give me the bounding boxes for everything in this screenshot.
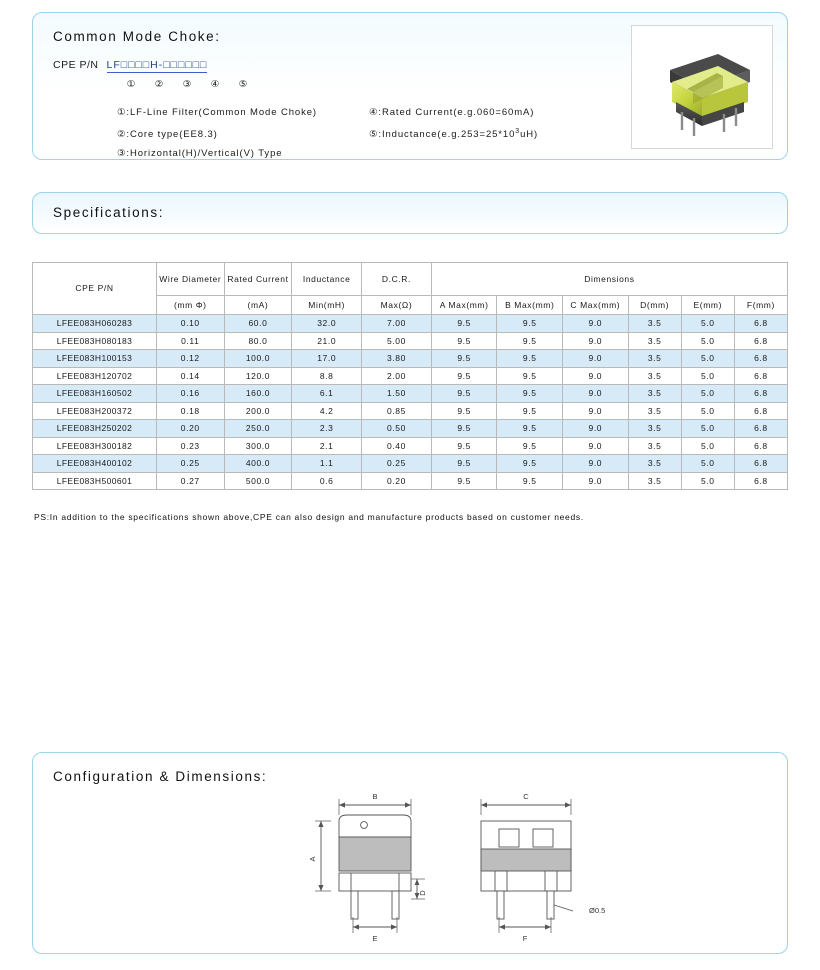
- cell-value: 1.50: [362, 385, 432, 403]
- cell-value: 6.8: [734, 385, 787, 403]
- cell-value: 9.0: [563, 350, 629, 368]
- cell-value: 0.85: [362, 402, 432, 420]
- cell-value: 5.0: [681, 315, 734, 333]
- cell-value: 6.8: [734, 315, 787, 333]
- cell-value: 17.0: [292, 350, 362, 368]
- part-number-code: LF□□□□H-□□□□□□: [106, 59, 208, 71]
- table-body: [33, 315, 788, 490]
- cell-value: 0.25: [362, 455, 432, 473]
- page-title: Common Mode Choke:: [53, 29, 221, 44]
- cell-value: 0.23: [156, 437, 224, 455]
- specifications-panel: [32, 192, 788, 234]
- marker-5: ⑤: [238, 79, 248, 90]
- unit-d: D(mm): [628, 296, 681, 315]
- cell-value: 100.0: [224, 350, 292, 368]
- cell-value: 5.0: [681, 402, 734, 420]
- unit-wire-diameter: (mm Φ): [156, 296, 224, 315]
- cell-value: 6.8: [734, 420, 787, 438]
- cell-part-number: LFEE083H500601: [33, 472, 157, 490]
- legend-2-right: $⑤:Inductance(e.g.253=25*10^3uH)$: [369, 128, 539, 141]
- cell-part-number: LFEE083H160502: [33, 385, 157, 403]
- cell-value: 9.5: [431, 437, 497, 455]
- cell-value: 9.0: [563, 332, 629, 350]
- cell-value: 3.5: [628, 437, 681, 455]
- marker-3: ③: [182, 79, 192, 90]
- cell-value: 6.8: [734, 332, 787, 350]
- cell-value: 9.0: [563, 402, 629, 420]
- cell-value: 6.8: [734, 350, 787, 368]
- cell-value: 5.0: [681, 472, 734, 490]
- cell-value: 9.5: [431, 385, 497, 403]
- table-row: [33, 402, 788, 420]
- cell-part-number: LFEE083H060283: [33, 315, 157, 333]
- cell-value: 400.0: [224, 455, 292, 473]
- cell-value: 5.0: [681, 437, 734, 455]
- table-head: [33, 263, 788, 315]
- table-row: [33, 455, 788, 473]
- cell-value: 5.0: [681, 367, 734, 385]
- legend-row-1: [117, 103, 538, 122]
- cell-value: 9.0: [563, 315, 629, 333]
- cell-value: 3.5: [628, 315, 681, 333]
- table-row: [33, 367, 788, 385]
- legend-1-right: ④:Rated Current(e.g.060=60mA): [369, 107, 535, 118]
- unit-b-max: B Max(mm): [497, 296, 563, 315]
- cell-value: 9.5: [497, 332, 563, 350]
- unit-e: E(mm): [681, 296, 734, 315]
- dim-label-e: E: [372, 934, 378, 943]
- legend-3-left: ③:Horizontal(H)/Vertical(V) Type: [117, 148, 283, 160]
- cell-value: 9.0: [563, 437, 629, 455]
- unit-c-max: C Max(mm): [563, 296, 629, 315]
- cell-value: 9.5: [431, 472, 497, 490]
- cell-value: 3.5: [628, 455, 681, 473]
- cell-value: 3.5: [628, 385, 681, 403]
- cell-value: 9.5: [431, 420, 497, 438]
- legend-1-left: ①:LF-Line Filter(Common Mode Choke): [117, 107, 317, 118]
- cell-value: 0.14: [156, 367, 224, 385]
- cell-value: 8.8: [292, 367, 362, 385]
- table-row: [33, 420, 788, 438]
- unit-f: F(mm): [734, 296, 787, 315]
- unit-inductance-min: Min(mH): [292, 296, 362, 315]
- product-photo: [631, 25, 773, 149]
- cell-value: 0.10: [156, 315, 224, 333]
- cell-value: 120.0: [224, 367, 292, 385]
- cell-value: 2.1: [292, 437, 362, 455]
- cell-value: 3.5: [628, 332, 681, 350]
- cell-value: 0.11: [156, 332, 224, 350]
- cell-value: 6.8: [734, 455, 787, 473]
- dim-label-pin-diameter: Ø0.5: [589, 906, 606, 915]
- cell-value: 9.5: [497, 350, 563, 368]
- specifications-table: [32, 262, 788, 490]
- marker-4: ④: [210, 79, 220, 90]
- cell-part-number: LFEE083H100153: [33, 350, 157, 368]
- cell-value: 9.5: [431, 315, 497, 333]
- cell-value: 0.40: [362, 437, 432, 455]
- table-row: [33, 437, 788, 455]
- cell-value: 200.0: [224, 402, 292, 420]
- cell-value: 6.8: [734, 402, 787, 420]
- legend-row-2: [117, 122, 538, 144]
- table-row: [33, 350, 788, 368]
- cell-part-number: LFEE083H400102: [33, 455, 157, 473]
- cell-value: 5.0: [681, 332, 734, 350]
- cell-value: 5.0: [681, 420, 734, 438]
- cell-part-number: LFEE083H120702: [33, 367, 157, 385]
- cell-part-number: LFEE083H250202: [33, 420, 157, 438]
- dim-label-f: F: [522, 934, 528, 943]
- cell-value: 9.0: [563, 367, 629, 385]
- marker-2: ②: [154, 79, 164, 90]
- table-header-row-groups: [33, 263, 788, 296]
- marker-1: ①: [126, 79, 136, 90]
- table-note: PS:In addition to the specifications shown above,CPE can also design and manufacture products based on customer needs.: [34, 512, 584, 522]
- cell-value: 21.0: [292, 332, 362, 350]
- cell-value: 0.6: [292, 472, 362, 490]
- cell-part-number: LFEE083H300182: [33, 437, 157, 455]
- cell-value: 1.1: [292, 455, 362, 473]
- cell-value: 5.0: [681, 385, 734, 403]
- cell-value: 9.5: [431, 402, 497, 420]
- table-row: [33, 385, 788, 403]
- unit-dcr-max: Max(Ω): [362, 296, 432, 315]
- part-number-row: [53, 59, 207, 71]
- unit-rated-current: (mA): [224, 296, 292, 315]
- cell-value: 9.5: [497, 315, 563, 333]
- specifications-title: Specifications:: [53, 205, 165, 220]
- cell-value: 0.20: [362, 472, 432, 490]
- header-cpe-pn: CPE P/N: [33, 263, 157, 315]
- cell-value: 0.18: [156, 402, 224, 420]
- legend-row-3: [117, 144, 538, 163]
- cell-value: 9.0: [563, 385, 629, 403]
- cell-value: 5.00: [362, 332, 432, 350]
- cell-value: 0.20: [156, 420, 224, 438]
- table-row: [33, 472, 788, 490]
- cell-value: 500.0: [224, 472, 292, 490]
- cell-value: 9.5: [497, 367, 563, 385]
- cell-value: 9.5: [431, 350, 497, 368]
- part-number-label: CPE P/N: [53, 59, 99, 71]
- cell-value: 9.5: [497, 437, 563, 455]
- part-number-legend: [117, 103, 538, 163]
- cell-value: 300.0: [224, 437, 292, 455]
- table-row: [33, 332, 788, 350]
- cell-value: 5.0: [681, 455, 734, 473]
- dim-label-a: A: [308, 856, 317, 862]
- cell-value: 9.5: [431, 332, 497, 350]
- table-row: [33, 315, 788, 333]
- cell-value: 3.5: [628, 402, 681, 420]
- cell-value: 9.5: [497, 455, 563, 473]
- part-number-markers: [117, 79, 257, 90]
- cell-value: 2.00: [362, 367, 432, 385]
- unit-a-max: A Max(mm): [431, 296, 497, 315]
- legend-2-left: ②:Core type(EE8.3): [117, 129, 218, 141]
- cell-value: 4.2: [292, 402, 362, 420]
- cell-value: 3.5: [628, 472, 681, 490]
- cell-value: 80.0: [224, 332, 292, 350]
- cell-value: 3.5: [628, 350, 681, 368]
- header-rated-current: Rated Current: [224, 263, 292, 296]
- dim-label-b: B: [372, 792, 378, 801]
- configuration-panel: [32, 752, 788, 954]
- dim-label-c: C: [523, 792, 529, 801]
- cell-part-number: LFEE083H200372: [33, 402, 157, 420]
- cell-value: 0.27: [156, 472, 224, 490]
- cell-value: 0.50: [362, 420, 432, 438]
- cell-part-number: LFEE083H080183: [33, 332, 157, 350]
- header-dimensions: Dimensions: [431, 263, 787, 296]
- cell-value: 9.0: [563, 455, 629, 473]
- header-dcr: D.C.R.: [362, 263, 432, 296]
- dimension-drawing: [33, 787, 787, 953]
- configuration-title: Configuration & Dimensions:: [53, 769, 268, 784]
- header-wire-diameter: Wire Diameter: [156, 263, 224, 296]
- cell-value: 3.5: [628, 367, 681, 385]
- cell-value: 5.0: [681, 350, 734, 368]
- cell-value: 60.0: [224, 315, 292, 333]
- cell-value: 3.80: [362, 350, 432, 368]
- cell-value: 9.5: [497, 420, 563, 438]
- cell-value: 9.5: [497, 402, 563, 420]
- cell-value: 2.3: [292, 420, 362, 438]
- header-inductance: Inductance: [292, 263, 362, 296]
- cell-value: 6.8: [734, 367, 787, 385]
- header-panel: [32, 12, 788, 160]
- cell-value: 9.0: [563, 420, 629, 438]
- cell-value: 9.5: [431, 367, 497, 385]
- cell-value: 0.16: [156, 385, 224, 403]
- dim-label-d: D: [418, 890, 427, 896]
- cell-value: 6.8: [734, 437, 787, 455]
- cell-value: 6.1: [292, 385, 362, 403]
- cell-value: 0.12: [156, 350, 224, 368]
- cell-value: 6.8: [734, 472, 787, 490]
- cell-value: 0.25: [156, 455, 224, 473]
- choke-illustration-icon: [632, 26, 772, 148]
- cell-value: 9.5: [497, 385, 563, 403]
- cell-value: 250.0: [224, 420, 292, 438]
- cell-value: 160.0: [224, 385, 292, 403]
- cell-value: 3.5: [628, 420, 681, 438]
- cell-value: 7.00: [362, 315, 432, 333]
- cell-value: 9.5: [497, 472, 563, 490]
- cell-value: 32.0: [292, 315, 362, 333]
- cell-value: 9.0: [563, 472, 629, 490]
- cell-value: 9.5: [431, 455, 497, 473]
